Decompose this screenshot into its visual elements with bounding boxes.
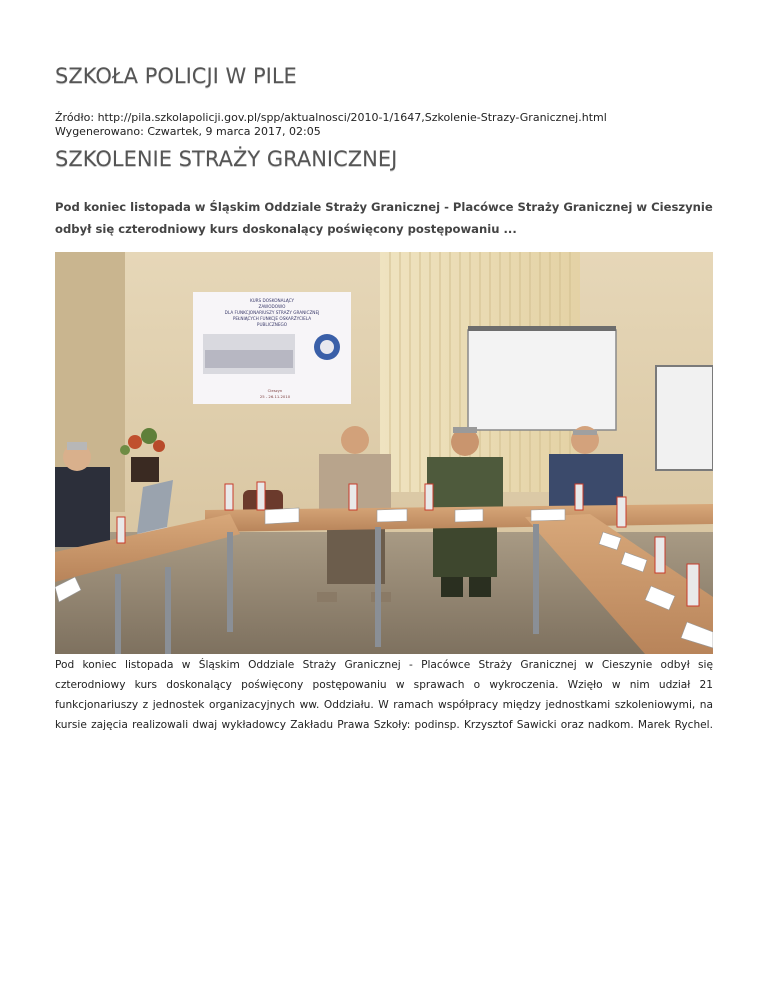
slide-line-4: PEŁNIĄCYCH FUNKCJE OSKARŻYCIELA bbox=[232, 316, 312, 321]
generated-line: Wygenerowano: Czwartek, 9 marca 2017, 02:05 bbox=[55, 125, 321, 138]
article-title: SZKOLENIE STRAŻY GRANICZNEJ bbox=[55, 147, 398, 171]
slide-line-3: DLA FUNKCJONARIUSZY STRAŻY GRANICZNEJ bbox=[224, 310, 320, 315]
slide-line-2: ZAWODOWO bbox=[258, 304, 286, 309]
slide-line-1: KURS DOSKONALĄCY bbox=[249, 298, 295, 303]
document-meta bbox=[55, 111, 607, 139]
slide-footer: Cieszyn bbox=[267, 388, 283, 393]
slide-line-5: PUBLICZNEGO bbox=[256, 322, 288, 327]
site-title: SZKOŁA POLICJI W PILE bbox=[55, 64, 297, 88]
whiteboard bbox=[656, 366, 713, 470]
article-body: Pod koniec listopada w Śląskim Oddziale Straży Granicznej - Placówce Straży Granicznej w Cieszynie odbył się czterodniowy kurs doskonalący poświęcony postępowaniu w sprawach o wykroczenia. Wzięło w nim udział 21 funkcjonariuszy z jednostek organizacyjnych ww. Oddziału. W ramach współpracy między jednostkami szkoleniowymi, na kursie zajęcia realizowali dwaj wykładowcy Zakładu Prawa Szkoły: podinsp. Krzysztof Sawicki oraz nadkom. Marek Rychel. bbox=[55, 659, 713, 731]
slide-date: 25 - 26.11.2010 bbox=[259, 394, 291, 399]
projected-slide bbox=[193, 292, 351, 404]
article-lead: Pod koniec listopada w Śląskim Oddziale Straży Granicznej - Placówce Straży Granicznej w Cieszynie odbył się czterodniowy kurs doskonalący poświęcony postępowaniu ... bbox=[55, 200, 713, 236]
projection-screen bbox=[468, 326, 616, 430]
source-line: Źródło: http://pila.szkolapolicji.gov.pl/spp/aktualnosci/2010-1/1647,Szkolenie-Strazy-Granicznej.html bbox=[55, 111, 607, 124]
article-photo bbox=[55, 252, 713, 654]
